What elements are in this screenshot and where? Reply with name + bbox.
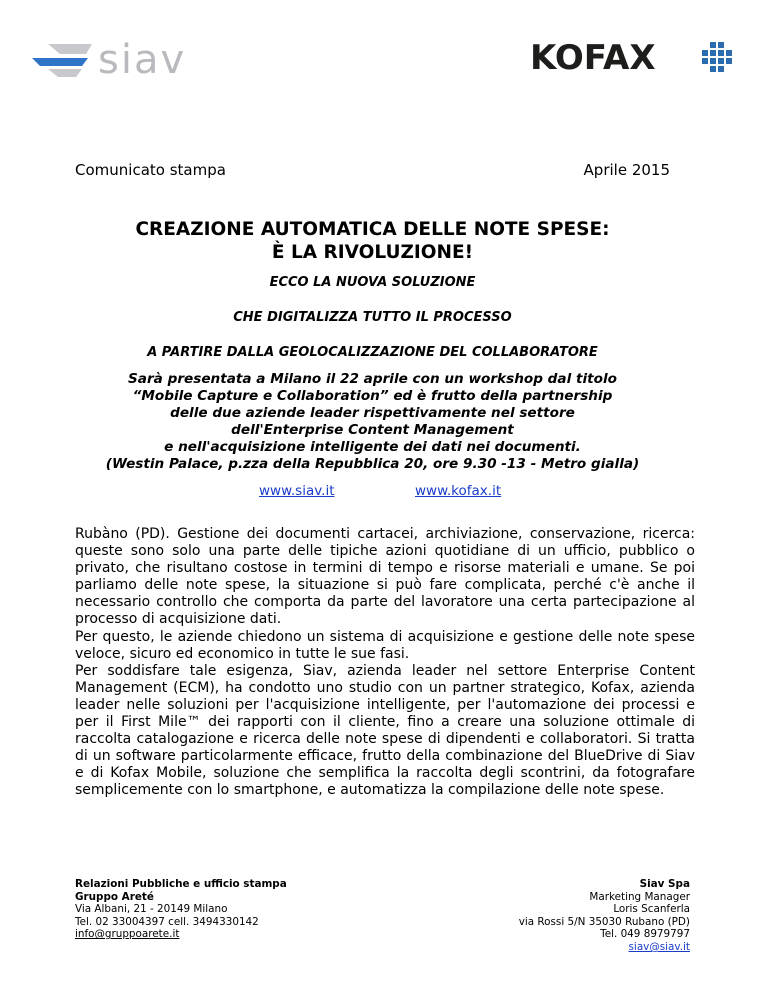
event-line: delle due aziende leader rispettivamente nel settore [170, 405, 575, 421]
event-line: e nell'acquisizione intelligente dei dati nei documenti. [164, 439, 581, 455]
title-line-2: È LA RIVOLUZIONE! [271, 242, 474, 263]
siav-logo-text: siav [98, 38, 187, 80]
siav-logo [30, 38, 230, 80]
document-type: Comunicato stampa [75, 161, 226, 179]
page-title [75, 218, 670, 264]
company-contact-name: Siav Spa [639, 878, 690, 890]
event-line: Sarà presentata a Milano il 22 aprile con un workshop dal titolo [128, 371, 617, 387]
press-contact-company: Gruppo Areté [75, 890, 154, 903]
event-line: (Westin Palace, p.zza della Repubblica 20, ore 9.30 -13 - Metro gialla) [105, 456, 640, 472]
kofax-logo-text: KOFAX [530, 38, 656, 76]
kofax-logo [528, 36, 740, 76]
subtitle-3: A PARTIRE DALLA GEOLOCALIZZAZIONE DEL COLLABORATORE [147, 345, 598, 360]
event-line: dell'Enterprise Content Management [231, 422, 514, 438]
company-contact-phone: Tel. 049 8979797 [600, 928, 690, 941]
company-contact [519, 878, 690, 954]
press-contact-email[interactable]: info@gruppoarete.it [75, 928, 180, 941]
siav-chevron-icon [32, 44, 92, 77]
event-line: “Mobile Capture e Collaboration” ed è frutto della partnership [132, 388, 613, 404]
press-release-body [75, 526, 695, 800]
title-line-1: CREAZIONE AUTOMATICA DELLE NOTE SPESE: [135, 219, 610, 240]
subtitle-2: CHE DIGITALIZZA TUTTO IL PROCESSO [233, 310, 512, 325]
press-contact-address: Via Albani, 21 - 20149 Milano [75, 903, 228, 916]
company-contact-person: Loris Scanferla [613, 903, 690, 916]
kofax-globe-icon [702, 42, 732, 72]
company-contact-address: via Rossi 5/N 35030 Rubano (PD) [518, 915, 690, 928]
press-contact [75, 878, 287, 941]
body-paragraph-2: Per questo, le aziende chiedono un sistema di acquisizione e gestione delle note spese veloce, sicuro ed economico in tutte le sue fasi. [75, 628, 695, 662]
document-date: Aprile 2015 [583, 161, 670, 179]
body-paragraph-1: Rubàno (PD). Gestione dei documenti cartacei, archiviazione, conservazione, ricerca: queste sono solo una parte delle tipiche azioni quotidiane di un ufficio, pubblico o privato, che risultano costose in termini di tempo e risorse materiali e umane. Se poi parliamo delle note spese, la situazione si può fare complicata, perché c'è anche il necessario controllo che comporta da parte del lavoratore una certa partecipazione al processo di acquisizione dati. [75, 526, 695, 628]
subtitle-1: ECCO LA NUOVA SOLUZIONE [269, 275, 476, 290]
press-contact-heading: Relazioni Pubbliche e ufficio stampa [75, 878, 287, 890]
company-contact-role: Marketing Manager [589, 890, 690, 903]
press-contact-phone: Tel. 02 33004397 cell. 3494330142 [75, 915, 259, 928]
body-paragraph-3: Per soddisfare tale esigenza, Siav, azienda leader nel settore Enterprise Content Management (ECM), ha condotto uno studio con un partner strategico, Kofax, azienda leader nelle soluzioni per l'acquisizione intelligente, per l'automazione dei processi e per il First Mile™ dei rapporti con il cliente, fino a creare una soluzione ottimale di raccolta catalogazione e ricerca delle note spese di dipendenti e collaboratori. Si tratta di un software particolarmente efficace, frutto della combinazione del BlueDrive di Siav e di Kofax Mobile, soluzione che semplifica la raccolta degli scontrini, da fotografare semplicemente con lo smartphone, e automatizza la compilazione delle note spese. [75, 662, 695, 799]
event-announcement [75, 371, 670, 473]
company-contact-email[interactable]: siav@siav.it [628, 940, 690, 953]
kofax-website-link[interactable]: www.kofax.it [415, 483, 502, 499]
siav-website-link[interactable]: www.siav.it [259, 483, 335, 499]
